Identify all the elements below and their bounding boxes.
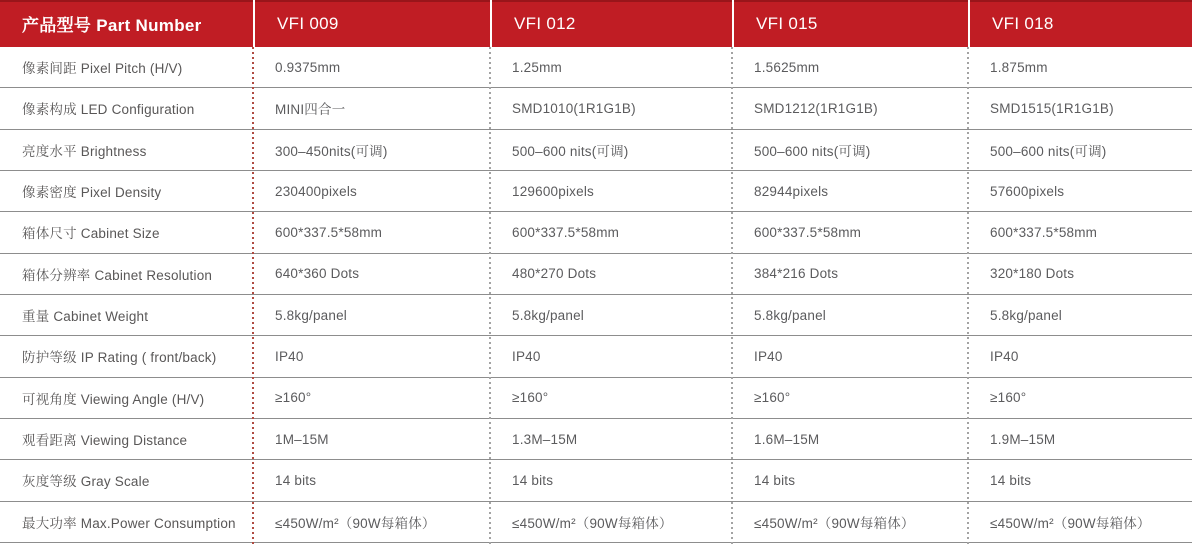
row-value: IP40 — [968, 336, 1192, 377]
row-value: 129600pixels — [490, 171, 732, 212]
row-value: 5.8kg/panel — [253, 295, 490, 336]
row-value: ≤450W/m²（90W每箱体） — [968, 502, 1192, 543]
row-value: SMD1010(1R1G1B) — [490, 88, 732, 129]
row-value: 600*337.5*58mm — [732, 212, 968, 253]
row-value: 640*360 Dots — [253, 254, 490, 295]
row-label: 重量 Cabinet Weight — [0, 295, 253, 336]
spec-table-header — [0, 0, 1192, 47]
spec-table-body — [0, 47, 1192, 543]
row-label: 箱体尺寸 Cabinet Size — [0, 212, 253, 253]
row-value: 14 bits — [490, 460, 732, 501]
row-value: 14 bits — [968, 460, 1192, 501]
row-label: 最大功率 Max.Power Consumption — [0, 502, 253, 543]
row-value: ≥160° — [968, 378, 1192, 419]
row-value: 1.875mm — [968, 47, 1192, 88]
row-value: 1.6M–15M — [732, 419, 968, 460]
row-value: 600*337.5*58mm — [253, 212, 490, 253]
row-value: 384*216 Dots — [732, 254, 968, 295]
row-value: 14 bits — [253, 460, 490, 501]
row-value: 1.3M–15M — [490, 419, 732, 460]
row-value: SMD1212(1R1G1B) — [732, 88, 968, 129]
row-label: 灰度等级 Gray Scale — [0, 460, 253, 501]
row-value: 230400pixels — [253, 171, 490, 212]
row-label: 像素构成 LED Configuration — [0, 88, 253, 129]
row-value: 600*337.5*58mm — [968, 212, 1192, 253]
row-label: 像素间距 Pixel Pitch (H/V) — [0, 47, 253, 88]
header-cell-model-vfi009: VFI 009 — [253, 0, 490, 47]
row-value: 300–450nits(可调) — [253, 130, 490, 171]
row-value: 500–600 nits(可调) — [968, 130, 1192, 171]
row-value: ≤450W/m²（90W每箱体） — [253, 502, 490, 543]
row-value: 5.8kg/panel — [732, 295, 968, 336]
row-label: 箱体分辨率 Cabinet Resolution — [0, 254, 253, 295]
row-value: 1M–15M — [253, 419, 490, 460]
row-label: 像素密度 Pixel Density — [0, 171, 253, 212]
row-label: 可视角度 Viewing Angle (H/V) — [0, 378, 253, 419]
row-value: ≤450W/m²（90W每箱体） — [490, 502, 732, 543]
row-value: 0.9375mm — [253, 47, 490, 88]
row-value: 1.5625mm — [732, 47, 968, 88]
row-value: 57600pixels — [968, 171, 1192, 212]
row-value: SMD1515(1R1G1B) — [968, 88, 1192, 129]
row-value: 1.25mm — [490, 47, 732, 88]
row-value: IP40 — [490, 336, 732, 377]
row-value: ≥160° — [253, 378, 490, 419]
row-label: 防护等级 IP Rating ( front/back) — [0, 336, 253, 377]
row-value: ≤450W/m²（90W每箱体） — [732, 502, 968, 543]
row-value: 1.9M–15M — [968, 419, 1192, 460]
row-value: ≥160° — [732, 378, 968, 419]
row-value: 82944pixels — [732, 171, 968, 212]
header-cell-model-vfi012: VFI 012 — [490, 0, 732, 47]
row-value: MINI四合一 — [253, 88, 490, 129]
row-value: 14 bits — [732, 460, 968, 501]
row-value: 480*270 Dots — [490, 254, 732, 295]
row-label: 亮度水平 Brightness — [0, 130, 253, 171]
row-value: 5.8kg/panel — [968, 295, 1192, 336]
row-value: 500–600 nits(可调) — [732, 130, 968, 171]
row-value: 500–600 nits(可调) — [490, 130, 732, 171]
row-value: IP40 — [253, 336, 490, 377]
row-value: 600*337.5*58mm — [490, 212, 732, 253]
header-cell-model-vfi015: VFI 015 — [732, 0, 968, 47]
header-cell-part-number: 产品型号 Part Number — [22, 16, 202, 35]
header-cell-model-vfi018: VFI 018 — [968, 0, 1192, 47]
row-value: 320*180 Dots — [968, 254, 1192, 295]
row-value: ≥160° — [490, 378, 732, 419]
row-label: 观看距离 Viewing Distance — [0, 419, 253, 460]
row-value: 5.8kg/panel — [490, 295, 732, 336]
row-value: IP40 — [732, 336, 968, 377]
